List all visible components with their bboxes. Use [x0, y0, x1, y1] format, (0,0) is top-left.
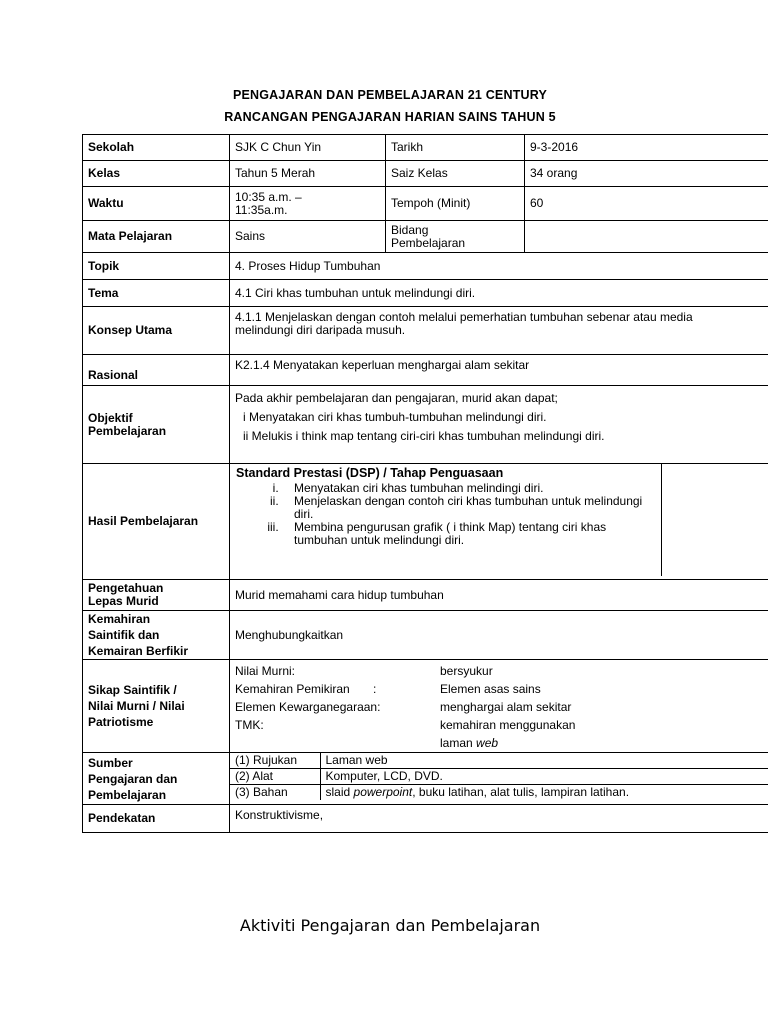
value-tempoh: 60 — [525, 187, 768, 221]
bahan-c: , buku latihan, alat tulis, lampiran latihan. — [412, 785, 630, 799]
label-waktu: Waktu — [83, 187, 230, 221]
label-pendekatan: Pendekatan — [83, 805, 230, 833]
kemahiran-line-2: Saintifik dan — [88, 628, 160, 642]
row-sikap — [83, 660, 768, 753]
kemahiran-line-1: Kemahiran — [88, 612, 151, 626]
label-kemahiran — [83, 611, 230, 660]
row-sekolah — [83, 135, 768, 161]
value-tarikh: 9-3-2016 — [525, 135, 768, 161]
value-topik: 4. Proses Hidup Tumbuhan — [230, 253, 768, 280]
standard-prestasi-item: i. Menyatakan ciri khas tumbuhan melindingi diri. — [282, 482, 657, 495]
label-objektif — [83, 386, 230, 464]
tmk-laman: laman — [440, 736, 477, 750]
standard-prestasi-box — [230, 464, 662, 576]
row-hasil-pembelajaran — [83, 464, 768, 580]
standard-prestasi-item: iii. Membina pengurusan grafik ( i think Map) tentang ciri khas tumbuhan untuk melindungi diri. — [282, 521, 657, 547]
label-bidang — [386, 221, 525, 253]
sumber-value: Komputer, LCD, DVD. — [320, 769, 768, 785]
document-title: PENGAJARAN DAN PEMBELAJARAN 21 CENTURY — [232, 88, 548, 102]
kemahiran-pemikiran-label: Kemahiran Pemikiran : — [235, 682, 377, 696]
sumber-line-2: Pengajaran dan — [88, 771, 178, 786]
tmk-web: web — [476, 736, 499, 750]
sumber-row — [230, 769, 768, 785]
row-sumber — [83, 753, 768, 805]
row-konsep-utama — [83, 307, 768, 355]
sumber-line-1: Sumber — [88, 755, 133, 770]
objektif-item-2: ii Melukis i think map tentang ciri-ciri khas tumbuhan melindungi diri. — [243, 429, 605, 443]
elemen-kewarganegaraan-value: menghargai alam sekitar — [440, 700, 572, 714]
pengetahuan-line-1: Pengetahuan — [88, 581, 164, 595]
sikap-grid — [235, 662, 768, 752]
row-pengetahuan — [83, 580, 768, 611]
sumber-key: (3) Bahan — [230, 785, 320, 801]
elemen-kewarganegaraan-label: Elemen Kewarganegaraan: — [235, 700, 381, 714]
standard-prestasi-item: ii. Menjelaskan dengan contoh ciri khas tumbuhan untuk melindungi diri. — [282, 495, 657, 521]
value-rasional: K2.1.4 Menyatakan keperluan menghargai alam sekitar — [230, 355, 768, 386]
pengetahuan-line-2: Lepas Murid — [88, 594, 159, 608]
sumber-row — [230, 753, 768, 769]
nilai-murni-label: Nilai Murni: — [235, 664, 296, 678]
bahan-b: powerpoint — [353, 785, 413, 799]
row-tema — [83, 280, 768, 307]
sikap-line-1: Sikap Saintifik / — [88, 683, 177, 697]
kemahiran-line-3: Kemairan Berfikir — [88, 644, 189, 658]
waktu-end: 11:35a.m. — [235, 202, 288, 217]
label-sumber — [83, 753, 230, 805]
value-pendekatan: Konstruktivisme, — [230, 805, 768, 833]
tmk-value-cont — [440, 734, 640, 752]
label-hasil-pembelajaran: Hasil Pembelajaran — [83, 464, 230, 580]
sumber-line-3: Pembelajaran — [88, 787, 167, 802]
bidang-line-1: Bidang — [391, 222, 429, 237]
row-waktu — [83, 187, 768, 221]
document-subtitle: RANCANGAN PENGAJARAN HARIAN SAINS TAHUN 5 — [224, 110, 556, 124]
standard-prestasi-list — [236, 482, 657, 547]
label-tarikh: Tarikh — [386, 135, 525, 161]
value-kelas: Tahun 5 Merah — [230, 161, 386, 187]
row-kelas — [83, 161, 768, 187]
value-waktu — [230, 187, 386, 221]
label-pengetahuan — [83, 580, 230, 611]
lesson-plan-table — [82, 134, 768, 833]
tmk-label: TMK: — [235, 718, 264, 732]
label-konsep-utama: Konsep Utama — [83, 307, 230, 355]
row-objektif — [83, 386, 768, 464]
standard-prestasi-heading: Standard Prestasi (DSP) / Tahap Penguasaan — [236, 466, 504, 480]
row-rasional — [83, 355, 768, 386]
label-mata-pelajaran: Mata Pelajaran — [83, 221, 230, 253]
label-sikap — [83, 660, 230, 753]
nilai-murni-value: bersyukur — [440, 664, 493, 678]
objektif-item-1: i Menyatakan ciri khas tumbuh-tumbuhan melindungi diri. — [243, 410, 547, 424]
sumber-value — [320, 785, 768, 801]
objektif-line-2: Pembelajaran — [88, 423, 167, 438]
label-saiz-kelas: Saiz Kelas — [386, 161, 525, 187]
value-bidang — [525, 221, 768, 253]
sumber-key: (2) Alat — [230, 769, 320, 785]
value-hasil-pembelajaran — [230, 464, 768, 580]
sumber-table — [230, 753, 768, 800]
row-kemahiran — [83, 611, 768, 660]
row-mata-pelajaran — [83, 221, 768, 253]
konsep-line-1: 4.1.1 Menjelaskan dengan contoh melalui pemerhatian tumbuhan sebenar atau media — [235, 310, 693, 324]
tmk-value: kemahiran menggunakan — [440, 718, 576, 732]
value-kemahiran: Menghubungkaitkan — [230, 611, 768, 660]
objektif-intro: Pada akhir pembelajaran dan pengajaran, murid akan dapat; — [235, 391, 558, 405]
value-sekolah: SJK C Chun Yin — [230, 135, 386, 161]
value-pengetahuan: Murid memahami cara hidup tumbuhan — [230, 580, 768, 611]
value-sikap — [230, 660, 768, 753]
sumber-value: Laman web — [320, 753, 768, 769]
label-tema: Tema — [83, 280, 230, 307]
section-heading-aktiviti: Aktiviti Pengajaran dan Pembelajaran — [239, 916, 541, 935]
sikap-line-2: Nilai Murni / Nilai — [88, 699, 185, 713]
value-konsep-utama — [230, 307, 768, 355]
value-objektif — [230, 386, 768, 464]
label-rasional: Rasional — [83, 355, 230, 386]
label-kelas: Kelas — [83, 161, 230, 187]
sumber-key: (1) Rujukan — [230, 753, 320, 769]
objektif-line-1: Objektif — [88, 410, 133, 425]
row-topik — [83, 253, 768, 280]
value-tema: 4.1 Ciri khas tumbuhan untuk melindungi diri. — [230, 280, 768, 307]
sumber-row — [230, 785, 768, 801]
tmk-spacer — [235, 734, 440, 752]
row-pendekatan — [83, 805, 768, 833]
label-tempoh: Tempoh (Minit) — [386, 187, 525, 221]
label-sekolah: Sekolah — [83, 135, 230, 161]
kemahiran-pemikiran-value: Elemen asas sains — [440, 682, 541, 696]
konsep-line-2: melindungi diri daripada musuh. — [235, 323, 406, 337]
waktu-start: 10:35 a.m. – — [235, 189, 302, 204]
bahan-a: slaid — [325, 785, 354, 799]
value-sumber — [230, 753, 768, 805]
label-topik: Topik — [83, 253, 230, 280]
value-mata-pelajaran: Sains — [230, 221, 386, 253]
bidang-line-2: Pembelajaran — [391, 235, 466, 250]
sikap-line-3: Patriotisme — [88, 715, 154, 729]
value-saiz-kelas: 34 orang — [525, 161, 768, 187]
